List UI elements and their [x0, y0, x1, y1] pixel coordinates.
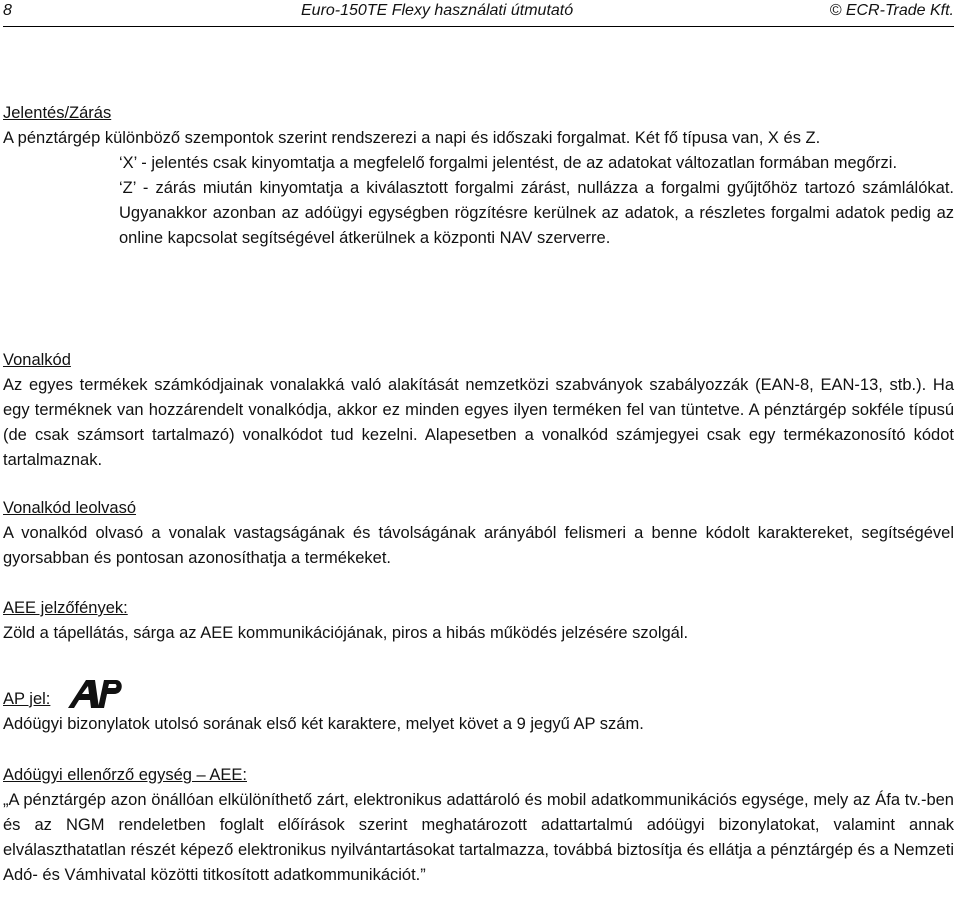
section-text: A vonalkód olvasó a vonalak vastagságának és távolságának arányából felismeri a benne kódolt karaktereket, segítségével gyorsabban és pontosan azonosíthatja a termékeket.: [3, 524, 954, 567]
section-ap: [3, 673, 954, 737]
section-heading: Jelentés/Zárás: [3, 104, 112, 122]
section-heading: Adóügyi ellenőrző egység – AEE:: [3, 766, 247, 784]
z-report-item: ‘Z’ - zárás miután kinyomtatja a kiválasztott forgalmi zárást, nullázza a forgalmi gyűjtőhöz tartozó számlálókat. Ugyanakkor azonban az adóügyi egységben rögzítésre kerülnek az adatok, a részletes forgalmi adatok pedig az online kapcsolat segítségével átkerülnek a központi NAV szerverre.: [119, 179, 954, 247]
section-heading: Vonalkód leolvasó: [3, 499, 137, 517]
section-text: Zöld a tápellátás, sárga az AEE kommunikációjának, piros a hibás működés jelzésére szolgál.: [3, 624, 689, 642]
section-heading: AP jel:: [3, 690, 51, 708]
section-report: [3, 101, 954, 251]
x-report-item: ‘X’ - jelentés csak kinyomtatja a megfelelő forgalmi jelentést, de az adatokat változatlan formában megőrzi.: [119, 154, 898, 172]
ap-logo: [66, 676, 124, 710]
section-heading: AEE jelzőfények:: [3, 599, 128, 617]
page-number: 8: [3, 2, 12, 19]
section-barcode: [3, 348, 954, 473]
section-text: Adóügyi bizonylatok utolsó sorának első két karaktere, melyet követ a 9 jegyű AP szám.: [3, 715, 644, 733]
copyright-notice: © ECR-Trade Kft.: [829, 2, 954, 19]
section-intro: A pénztárgép különböző szempontok szerint rendszerezi a napi és időszaki forgalmat. Két fő típusa van, X és Z.: [3, 129, 821, 147]
page-header: [3, 2, 954, 27]
section-aee-unit: [3, 763, 954, 888]
section-text: Az egyes termékek számkódjainak vonalakká való alakítását nemzetközi szabványok szabályozzák (EAN-8, EAN-13, stb.). Ha egy terméknek van hozzárendelt vonalkódja, akkor ez minden egyes ilyen terméken fel van tüntetve. A pénztárgép sokféle típusú (de csak számsort tartalmazó) vonalkódot tud kezelni. Alapesetben a vonalkód számjegyei csak egy termékazonosító kódot tartalmaznak.: [3, 376, 954, 469]
section-barcode-reader: [3, 496, 954, 571]
document-title: Euro-150TE Flexy használati útmutató: [301, 2, 574, 19]
section-aee-lights: [3, 596, 954, 646]
section-heading: Vonalkód: [3, 351, 71, 369]
section-text: „A pénztárgép azon önállóan elkülöníthető zárt, elektronikus adattároló és mobil adatkommunikációs egysége, mely az Áfa tv.-ben és az NGM rendeletben foglalt előírások szerint meghatározott adattartalmú adóügyi bizonylatokat, valamint annak elválaszthatatlan részét képező elektronikus nyilvántartásokat tartalmazza, továbbá biztosítja és ellátja a pénztárgép és a Nemzeti Adó- és Vámhivatal közötti titkosított adatkommunikációt.”: [3, 791, 954, 884]
